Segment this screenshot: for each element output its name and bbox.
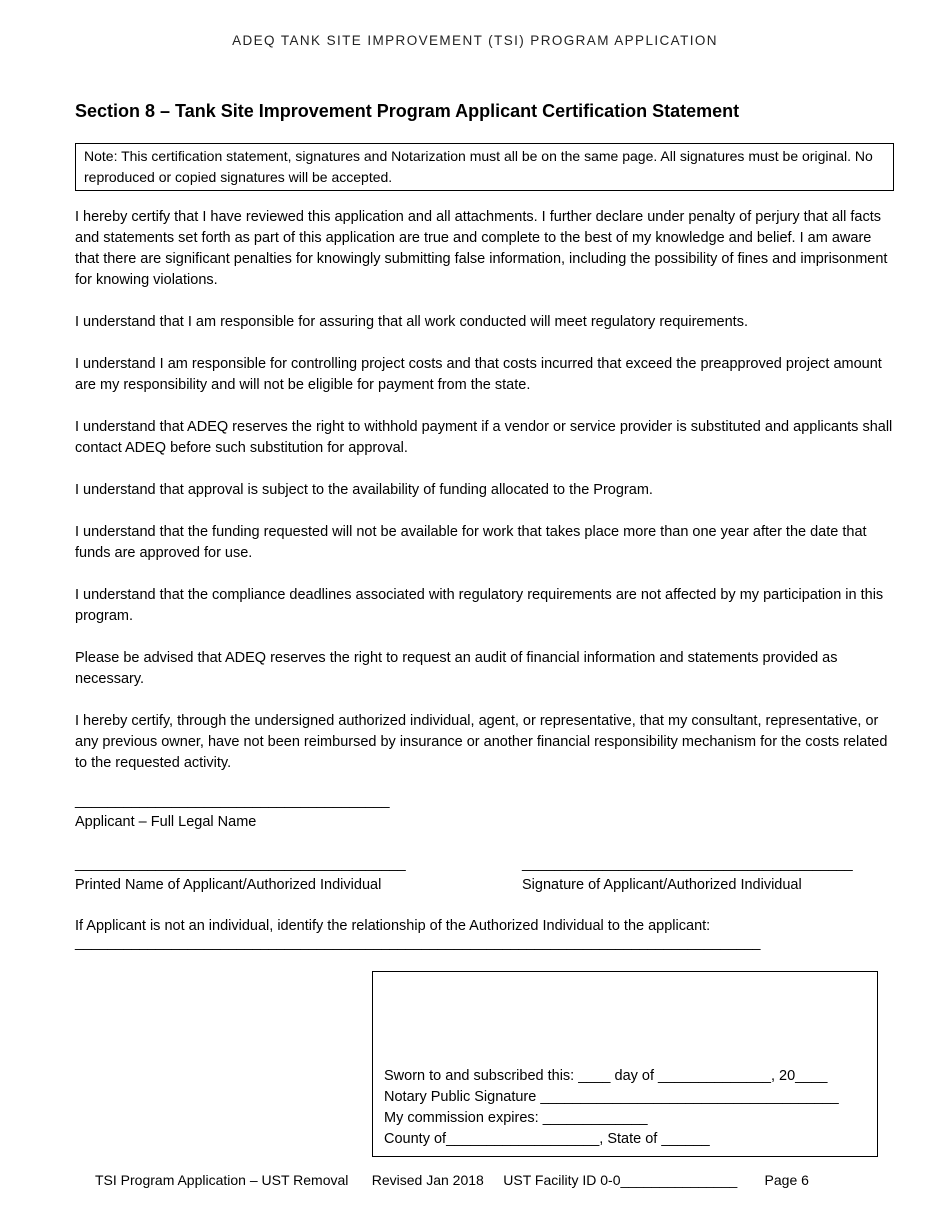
certification-paragraph: I hereby certify, through the undersigned authorized individual, agent, or representative, that my consultant, representative, or any previous owner, have not been reimbursed by insurance or another financial responsibility mechanism for the costs related to the requested activity. bbox=[75, 713, 888, 771]
notary-county-state-line[interactable]: County of___________________, State of ______ bbox=[384, 1131, 710, 1147]
signature-field[interactable] bbox=[522, 854, 853, 896]
running-header: ADEQ TANK SITE IMPROVEMENT (TSI) PROGRAM APPLICATION bbox=[232, 33, 718, 48]
certification-paragraph: I understand that ADEQ reserves the right to withhold payment if a vendor or service provider is substituted and applicants shall contact ADEQ before such substitution for approval. bbox=[75, 419, 893, 456]
certification-paragraph: I understand that the compliance deadlines associated with regulatory requirements are not affected by my participation in this program. bbox=[75, 587, 884, 624]
full-legal-name-field[interactable] bbox=[75, 791, 390, 833]
certification-body bbox=[75, 207, 895, 795]
printed-name-label: Printed Name of Applicant/Authorized Individual bbox=[75, 877, 382, 893]
relationship-prompt: If Applicant is not an individual, identify the relationship of the Authorized Individual to the applicant: bbox=[75, 918, 711, 934]
certification-paragraph: I understand that approval is subject to the availability of funding allocated to the Program. bbox=[75, 482, 653, 498]
relationship-line[interactable]: _____________________________________________________________________________________ bbox=[75, 935, 761, 951]
full-legal-name-line[interactable]: _______________________________________ bbox=[75, 793, 390, 809]
footer-facility-id: UST Facility ID 0-0_______________ bbox=[503, 1172, 738, 1188]
printed-name-field[interactable] bbox=[75, 854, 406, 896]
notary-lines bbox=[384, 1066, 839, 1150]
page-footer bbox=[95, 1170, 809, 1190]
printed-name-line[interactable]: _________________________________________ bbox=[75, 856, 406, 872]
notary-commission-line[interactable]: My commission expires: _____________ bbox=[384, 1110, 648, 1126]
certification-paragraph: I understand that I am responsible for assuring that all work conducted will meet regulatory requirements. bbox=[75, 314, 748, 330]
section-title: Section 8 – Tank Site Improvement Program Applicant Certification Statement bbox=[75, 101, 740, 121]
notary-box bbox=[372, 971, 878, 1157]
signature-label: Signature of Applicant/Authorized Individual bbox=[522, 877, 802, 893]
certification-note: Note: This certification statement, signatures and Notarization must all be on the same page. All signatures must be original. No reproduced or copied signatures will be accepted. bbox=[75, 143, 894, 191]
notary-sworn-line[interactable]: Sworn to and subscribed this: ____ day of ______________, 20____ bbox=[384, 1068, 828, 1084]
footer-revised: Revised Jan 2018 bbox=[371, 1172, 484, 1188]
certification-paragraph: I understand that the funding requested will not be available for work that takes place more than one year after the date that funds are approved for use. bbox=[75, 524, 867, 561]
certification-paragraph: I hereby certify that I have reviewed this application and all attachments. I further declare under penalty of perjury that all facts and statements set forth as part of this application are true and complete to the best of my knowledge and belief. I am aware that there are significant penalties for knowingly submitting false information, including the possibility of fines and imprisonment for knowing violations. bbox=[75, 209, 888, 288]
footer-program: TSI Program Application – UST Removal bbox=[95, 1172, 349, 1188]
relationship-field[interactable] bbox=[75, 916, 895, 954]
footer-page-number: Page 6 bbox=[764, 1172, 809, 1188]
full-legal-name-label: Applicant – Full Legal Name bbox=[75, 814, 257, 830]
notary-signature-line[interactable]: Notary Public Signature _____________________________________ bbox=[384, 1089, 839, 1105]
certification-paragraph: I understand I am responsible for controlling project costs and that costs incurred that exceed the preapproved project amount are my responsibility and will not be eligible for payment from the state. bbox=[75, 356, 882, 393]
certification-paragraph: Please be advised that ADEQ reserves the right to request an audit of financial information and statements provided as necessary. bbox=[75, 650, 838, 687]
signature-line[interactable]: _________________________________________ bbox=[522, 856, 853, 872]
